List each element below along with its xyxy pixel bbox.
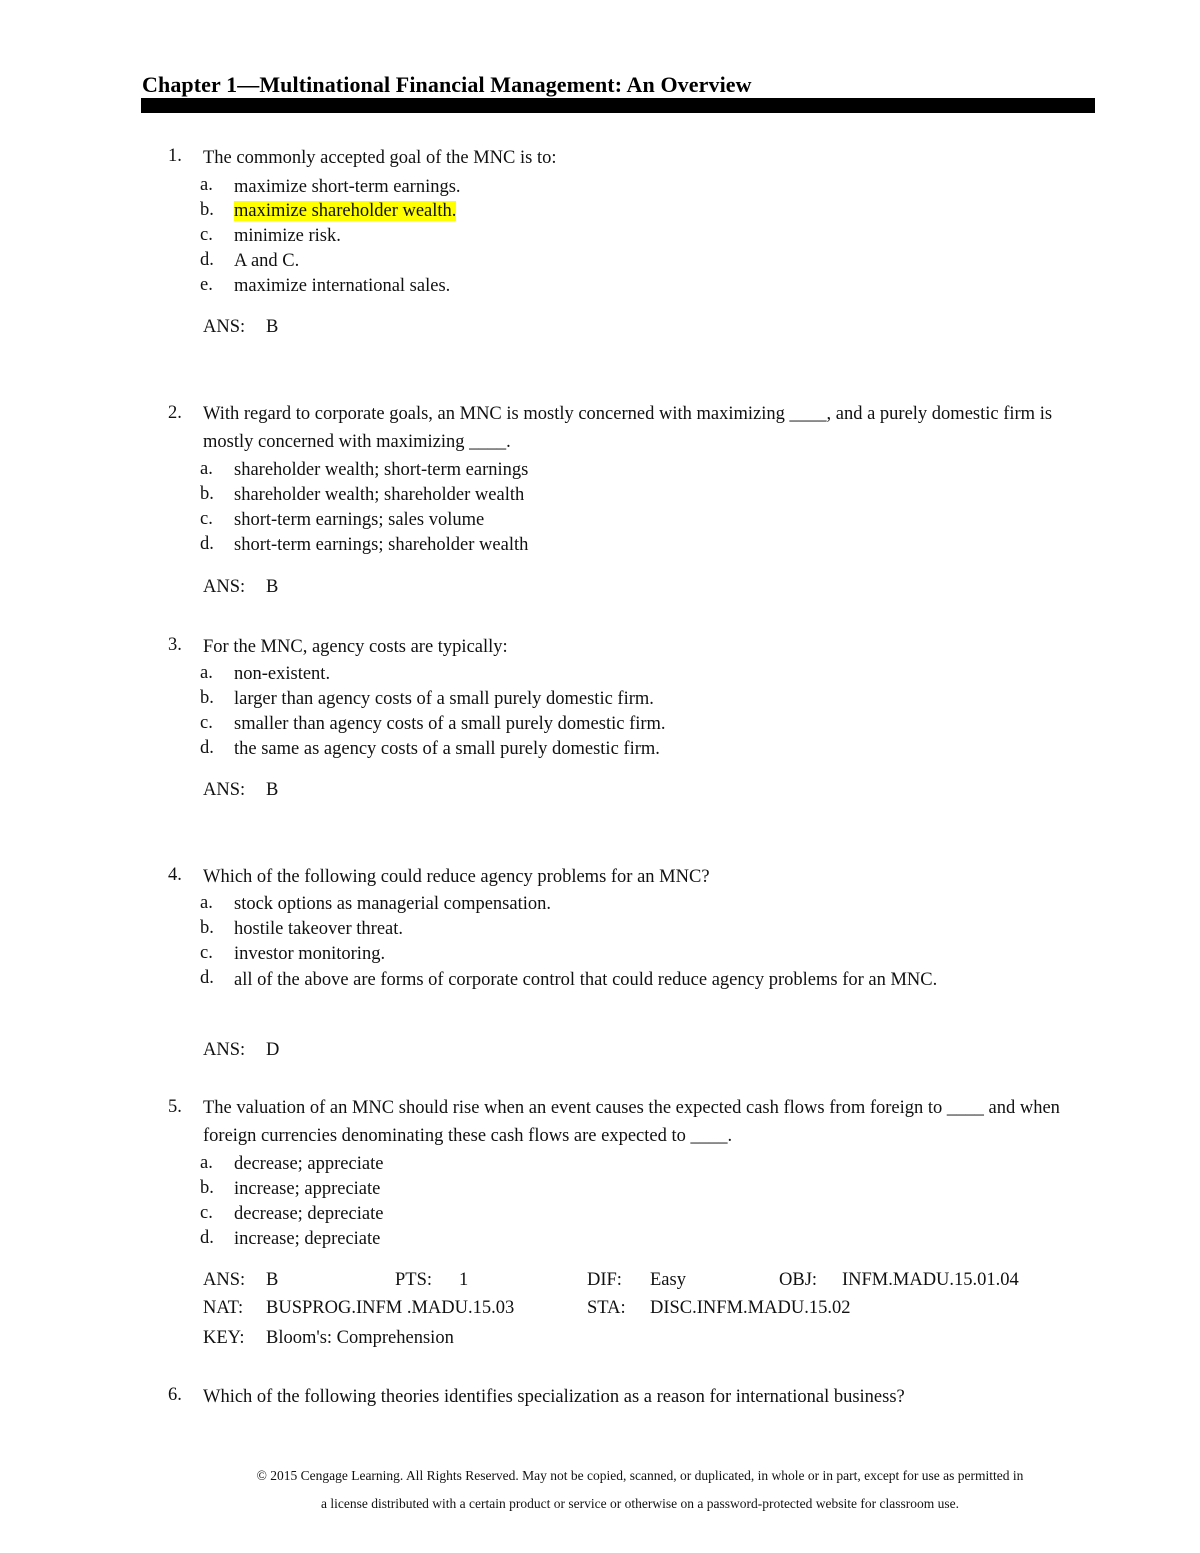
key-label: KEY: [203, 1328, 245, 1348]
option-letter: c. [200, 509, 213, 529]
nat-value: BUSPROG.INFM .MADU.15.03 [266, 1298, 515, 1318]
highlight-mark: maximize shareholder wealth. [234, 201, 457, 221]
option-letter: b. [200, 484, 214, 504]
question-text: Which of the following theories identifies specialization as a reason for international business? [203, 1387, 905, 1407]
option-text: the same as agency costs of a small purely domestic firm. [234, 739, 660, 759]
answer-value: B [266, 317, 279, 337]
answer-label: ANS: [203, 1040, 246, 1060]
answer-label: ANS: [203, 317, 246, 337]
answer-value: B [266, 780, 279, 800]
option-text: hostile takeover threat. [234, 919, 404, 939]
option-text: decrease; depreciate [234, 1204, 384, 1224]
footer-line-1: © 2015 Cengage Learning. All Rights Reserved. May not be copied, scanned, or duplicated, in whole or in part, except for use as permitted in [256, 1468, 1024, 1483]
objective-label: OBJ: [779, 1270, 818, 1290]
answer-value: D [266, 1040, 280, 1060]
option-text: non-existent. [234, 664, 331, 684]
difficulty-value: Easy [650, 1270, 686, 1290]
title-rule [141, 98, 1095, 113]
option-text: shareholder wealth; shareholder wealth [234, 485, 525, 505]
question-text: For the MNC, agency costs are typically: [203, 637, 508, 657]
option-text: decrease; appreciate [234, 1154, 384, 1174]
option-letter: d. [200, 738, 214, 758]
option-text: increase; appreciate [234, 1179, 381, 1199]
option-letter: c. [200, 943, 213, 963]
option-text: A and C. [234, 251, 300, 271]
question-number: 5. [168, 1097, 182, 1117]
option-text: minimize risk. [234, 226, 341, 246]
option-letter: d. [200, 534, 214, 554]
footer-line-2: a license distributed with a certain product or service or otherwise on a password-protected website for classroom use. [320, 1496, 960, 1511]
option-text: increase; depreciate [234, 1229, 381, 1249]
option-text: short-term earnings; shareholder wealth [234, 535, 529, 555]
option-text: all of the above are forms of corporate control that could reduce agency problems for an MNC. [234, 970, 938, 990]
question-text: Which of the following could reduce agency problems for an MNC? [203, 867, 710, 887]
answer-value: B [266, 577, 279, 597]
option-letter: d. [200, 250, 214, 270]
objective-value: INFM.MADU.15.01.04 [842, 1270, 1019, 1290]
answer-label: ANS: [203, 1270, 246, 1290]
question-text: The valuation of an MNC should rise when an event causes the expected cash flows from foreign to ____ and when foreign currencies denominating these cash flows are expected to ____. [203, 1098, 1060, 1146]
points-label: PTS: [395, 1270, 433, 1290]
option-text: smaller than agency costs of a small purely domestic firm. [234, 714, 666, 734]
option-letter: a. [200, 459, 213, 479]
option-letter: c. [200, 225, 213, 245]
option-letter: a. [200, 663, 213, 683]
option-letter: a. [200, 1153, 213, 1173]
question-number: 2. [168, 403, 182, 423]
option-letter: b. [200, 688, 214, 708]
option-text: maximize short-term earnings. [234, 177, 461, 197]
option-letter: d. [200, 1228, 214, 1248]
option-text: shareholder wealth; short-term earnings [234, 460, 529, 480]
option-letter: e. [200, 275, 213, 295]
option-text: larger than agency costs of a small purely domestic firm. [234, 689, 654, 709]
option-letter: b. [200, 200, 214, 220]
nat-label: NAT: [203, 1298, 244, 1318]
answer-label: ANS: [203, 577, 246, 597]
copyright-footer [140, 1462, 1140, 1518]
page-title: Chapter 1—Multinational Financial Management: An Overview [142, 72, 752, 97]
option-letter: b. [200, 918, 214, 938]
option-text: stock options as managerial compensation. [234, 894, 551, 914]
option-text: short-term earnings; sales volume [234, 510, 485, 530]
question-number: 4. [168, 865, 182, 885]
answer-label: ANS: [203, 780, 246, 800]
option-letter: c. [200, 713, 213, 733]
option-text: investor monitoring. [234, 944, 386, 964]
points-value: 1 [459, 1270, 469, 1290]
option-letter: c. [200, 1203, 213, 1223]
key-value: Bloom's: Comprehension [266, 1328, 454, 1348]
option-letter: d. [200, 968, 214, 988]
question-text: The commonly accepted goal of the MNC is to: [203, 148, 557, 168]
answer-value: B [266, 1270, 279, 1290]
sta-label: STA: [587, 1298, 626, 1318]
option-letter: a. [200, 893, 213, 913]
option-text-highlighted [234, 198, 1034, 225]
sta-value: DISC.INFM.MADU.15.02 [650, 1298, 851, 1318]
question-number: 3. [168, 635, 182, 655]
question-number: 1. [168, 146, 182, 166]
difficulty-label: DIF: [587, 1270, 622, 1290]
question-text: With regard to corporate goals, an MNC is mostly concerned with maximizing ____, and a purely domestic firm is mostly concerned with maximizing ____. [203, 404, 1053, 452]
question-number: 6. [168, 1385, 182, 1405]
option-text: maximize international sales. [234, 276, 451, 296]
option-letter: a. [200, 175, 213, 195]
option-letter: b. [200, 1178, 214, 1198]
